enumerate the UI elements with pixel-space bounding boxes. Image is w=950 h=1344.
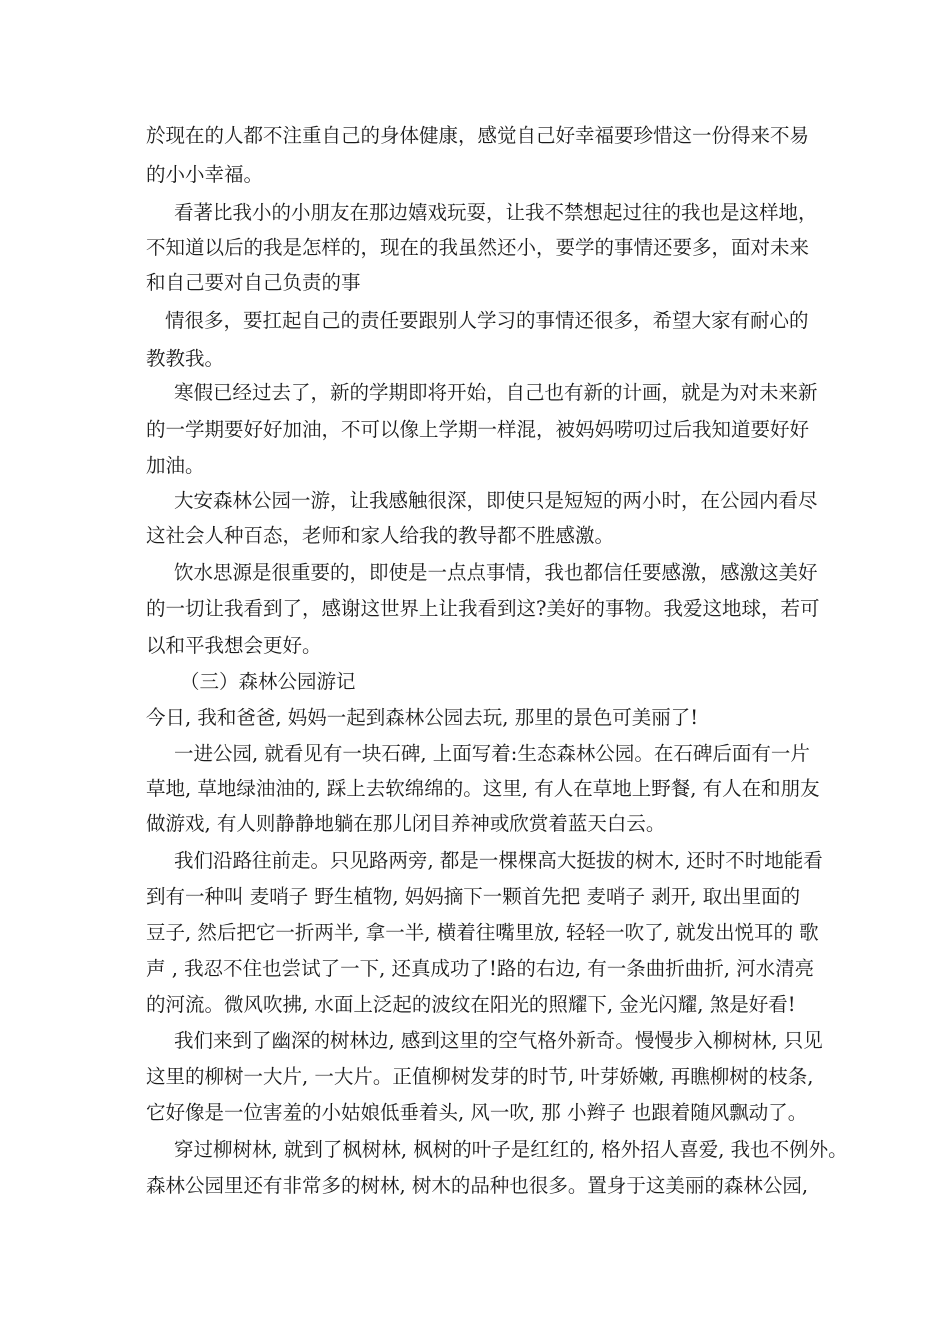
- text-line: 大安森林公园一游，让我感触很深，即使只是短短的两小时，在公园内看尽: [174, 489, 818, 512]
- text-line: 於现在的人都不注重自己的身体健康，感觉自己好幸福要珍惜这一份得来不易: [146, 124, 810, 147]
- text-line: 教教我。: [146, 347, 225, 370]
- text-line: 一进公园, 就看见有一块石碑, 上面写着:生态森林公园。在石碑后面有一片: [174, 742, 810, 765]
- text-line: 加油。: [146, 454, 205, 477]
- text-line: 的河流。微风吹拂, 水面上泛起的波纹在阳光的照耀下, 金光闪耀, 煞是好看!: [146, 993, 796, 1016]
- text-line: 饮水思源是很重要的，即使是一点点事情，我也都信任要感激，感激这美好: [174, 561, 818, 584]
- text-line: 的小小幸福。: [146, 163, 264, 186]
- text-line: 这里的柳树一大片, 一大片。正值柳树发芽的时节, 叶芽娇嫩, 再瞧柳树的枝条,: [146, 1065, 814, 1088]
- text-line: 声 , 我忍不住也尝试了一下, 还真成功了!路的右边, 有一条曲折曲折, 河水清亮: [146, 957, 815, 980]
- text-line: 到有一种叫 麦哨子 野生植物, 妈妈摘下一颗首先把 麦哨子 剥开, 取出里面的: [146, 885, 801, 908]
- text-line: 寒假已经过去了，新的学期即将开始，自己也有新的计画，就是为对未来新: [174, 381, 818, 404]
- text-line: 以和平我想会更好。: [146, 634, 322, 657]
- text-line: 它好像是一位害羞的小姑娘低垂着头, 风一吹, 那 小辫子 也跟着随风飘动了。: [146, 1101, 808, 1124]
- text-line: 看著比我小的小朋友在那边嬉戏玩耍，让我不禁想起过往的我也是这样地，: [174, 201, 818, 224]
- text-line: 穿过柳树林, 就到了枫树林, 枫树的叶子是红红的, 格外招人喜爱, 我也不例外。: [174, 1138, 848, 1161]
- text-line: 森林公园里还有非常多的树林, 树木的品种也很多。置身于这美丽的森林公园,: [146, 1174, 809, 1197]
- text-line: 我们来到了幽深的树林边, 感到这里的空气格外新奇。慢慢步入柳树林, 只见: [174, 1029, 823, 1052]
- text-line: 的一学期要好好加油，不可以像上学期一样混，被妈妈唠叨过后我知道要好好: [146, 418, 810, 441]
- section-heading: （三）森林公园游记: [180, 670, 356, 693]
- text-line: 今日, 我和爸爸, 妈妈一起到森林公园去玩, 那里的景色可美丽了!: [146, 706, 699, 729]
- text-line: 做游戏, 有人则静静地躺在那儿闭目养神或欣赏着蓝天白云。: [146, 812, 666, 835]
- text-line: 这社会人种百态，老师和家人给我的教导都不胜感激。: [146, 524, 615, 547]
- text-line: 不知道以后的我是怎样的，现在的我虽然还小，要学的事情还要多，面对未来: [146, 236, 810, 259]
- text-line: 我们沿路往前走。只见路两旁, 都是一棵棵高大挺拔的树木, 还时不时地能看: [174, 849, 823, 872]
- text-line: 的一切让我看到了，感谢这世界上让我看到这?美好的事物。我爱这地球，若可: [146, 597, 820, 620]
- text-line: 情很多，要扛起自己的责任要跟别人学习的事情还很多，希望大家有耐心的: [165, 309, 809, 332]
- text-line: 豆子, 然后把它一折两半, 拿一半, 横着往嘴里放, 轻轻一吹了, 就发出悦耳的 歌: [146, 921, 819, 944]
- text-line: 草地, 草地绿油油的, 踩上去软绵绵的。这里, 有人在草地上野餐, 有人在和朋友: [146, 777, 820, 800]
- text-line: 和自己要对自己负责的事: [146, 271, 361, 294]
